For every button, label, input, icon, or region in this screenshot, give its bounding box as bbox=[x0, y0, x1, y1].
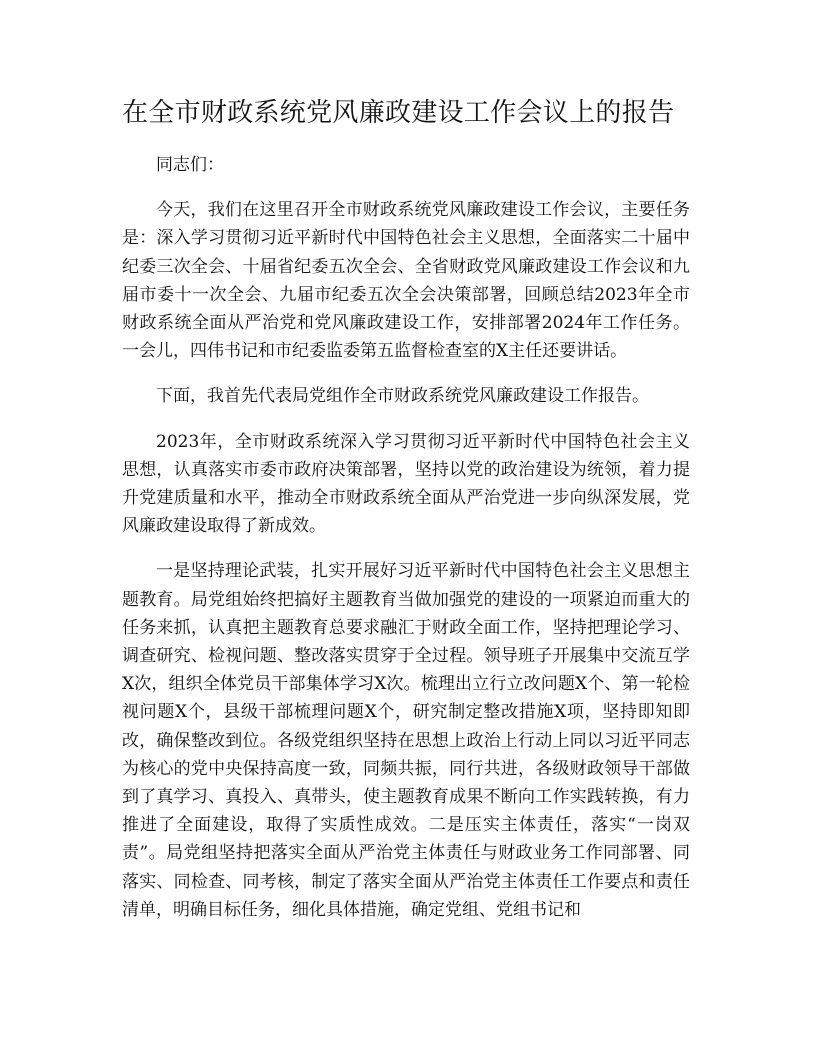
document-title: 在全市财政系统党风廉政建设工作会议上的报告 bbox=[122, 98, 675, 128]
body-paragraph: 下面，我首先代表局党组作全市财政系统党风廉政建设工作报告。 bbox=[156, 386, 649, 407]
body-paragraph: 今天，我们在这里召开全市财政系统党风廉政建设工作会议，主要任务是：深入学习贯彻习近平新时代中国特色社会主义思想，全面落实二十届中纪委三次全会、十届省纪委五次全会、全省财政党风廉政建设工作会议和九届市委十一次全会、九届市纪委五次全会决策部署，回顾总结2023年全市财政系统全面从严治党和党风廉政建设工作，安排部署2024年工作任务。一会儿，四伟书记和市纪委监委第五监督检查室的X主任还要讲话。 bbox=[122, 200, 690, 362]
body-paragraph: 一是坚持理论武装，扎实开展好习近平新时代中国特色社会主义思想主题教育。局党组始终把搞好主题教育当做加强党的建设的一项紧迫而重大的任务来抓，认真把主题教育总要求融汇于财政全面工作，坚持把理论学习、调查研究、检视问题、整改落实贯穿于全过程。领导班子开展集中交流互学X次，组织全体党员干部集体学习X次。梳理出立行立改问题X个、第一轮检视问题X个，县级干部梳理问题X个，研究制定整改措施X项，坚持即知即改，确保整改到位。各级党组织坚持在思想上政治上行动上同以习近平同志为核心的党中央保持高度一致，同频共振，同行共进，各级财政领导干部做到了真学习、真投入、真带头，使主题教育成果不断向工作实践转换，有力推进了全面建设，取得了实质性成效。二是压实主体责任，落实“一岗双责”。局党组坚持把落实全面从严治党主体责任与财政业务工作同部署、同落实、同检查、同考核，制定了落实全面从严治党主体责任工作要点和责任清单，明确目标任务，细化具体措施，确定党组、党组书记和 bbox=[122, 561, 690, 920]
body-paragraph: 2023年，全市财政系统深入学习贯彻习近平新时代中国特色社会主义思想，认真落实市委市政府决策部署，坚持以党的政治建设为统领，着力提升党建质量和水平，推动全市财政系统全面从严治党进一步向纵深发展，党风廉政建设取得了新成效。 bbox=[122, 431, 690, 537]
salutation-paragraph: 同志们： bbox=[156, 155, 224, 175]
